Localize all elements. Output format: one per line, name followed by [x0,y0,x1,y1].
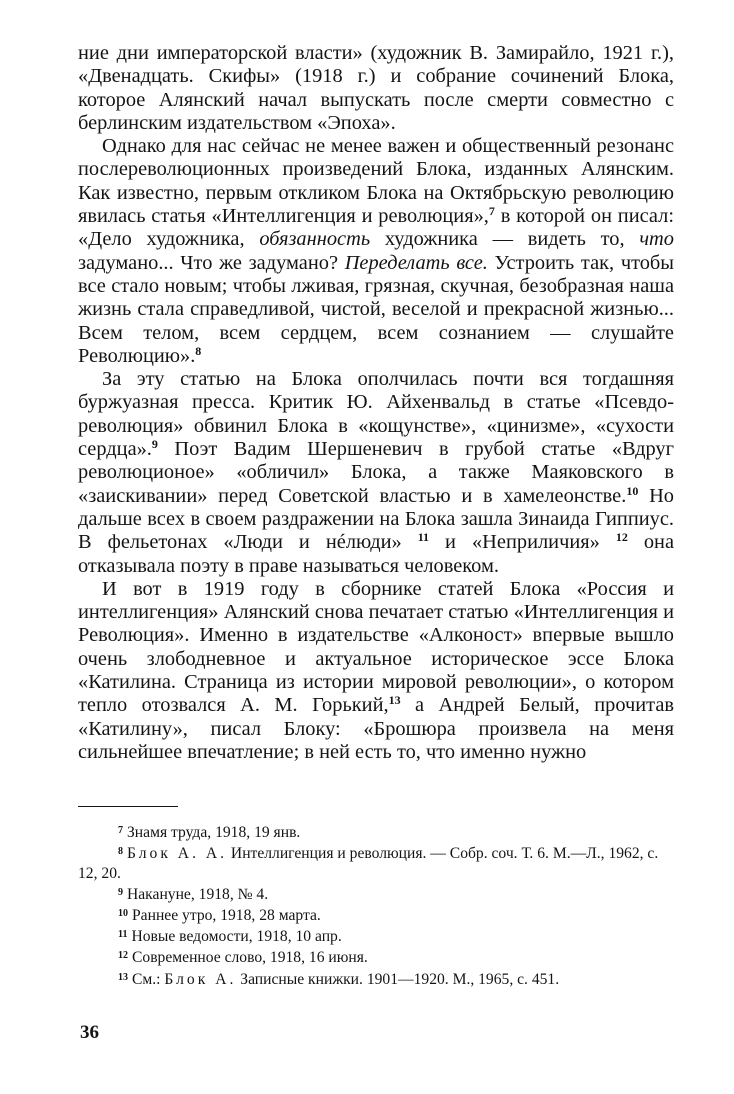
footnote-ref[interactable]: 8 [195,343,202,358]
footnote-11 [78,925,674,946]
paragraph-3 [78,368,674,578]
footnote-number: 13 [118,971,128,983]
page-number: 36 [80,1022,99,1043]
paragraph-2 [78,135,674,368]
footnote-9 [78,883,674,904]
footnote-ref[interactable]: 12 [615,530,628,545]
paragraph-text: задумано... Что же задумано? [78,251,345,274]
paragraph-text: она отказывала поэту в праве называться человеком. [78,531,675,577]
footnotes [78,821,674,989]
paragraph-text: и «Неприличия» [429,531,616,554]
paragraph-text: а Андрей Белый, прочитав «Катилину», писал Блоку: «Брошюра произвела на меня сильнейшее впечатление; в ней есть то, что именно нужно [78,694,674,763]
footnote-ref[interactable]: 13 [388,693,401,708]
footnote-13 [78,968,674,989]
footnote-number: 7 [118,825,123,837]
footnote-10 [78,904,674,925]
paragraph-text: За эту статью на Блока ополчилась почти вся тогдашняя буржуазная пресса. Критик Ю. Айхенвальд в статье «Псевдо-революция» обвинил Блока в «кощунстве», «цинизме», «сухости сердца». [78,368,674,461]
footnote-text: Записные книжки. 1901—1920. М., 1965, с. 451. [236,970,560,988]
main-text [78,42,674,764]
italic-text: обязанность [259,228,371,251]
footnote-ref[interactable]: 11 [417,530,430,545]
paragraph-text: И вот в 1919 году в сборнике статей Блока «Россия и интеллигенция» Алянский снова печатает статью «Интеллигенция и Революция». Именно в издательстве «Алконост» впервые вышло очень злободневное и актуальное историческое эссе Блока «Катилина. Страница из истории мировой революции», о котором тепло отозвался А. М. Горький, [78,577,674,717]
footnote-ref[interactable]: 10 [626,483,639,498]
footnote-text: Интеллигенция и революция. — Собр. соч. Т. 6. М.—Л., 1962, с. 12, 20. [78,845,659,882]
footnote-7 [78,821,674,842]
footnote-author: Блок А. А. [127,845,228,863]
footnote-prefix: См.: [132,970,165,988]
paragraph-text: ние дни императорской власти» (художник В. Замирайло, 1921 г.), «Двенадцать. Скифы» (1918 г.) и собрание сочинений Блока, которое Алянский начал выпускать после смерти совместно с берлинским издательством «Эпоха». [78,42,674,134]
footnote-number: 10 [118,908,128,920]
footnote-12 [78,946,674,967]
footnote-ref[interactable]: 9 [151,437,158,452]
paragraph-text: Устроить так, чтобы все стало новым; чтобы лживая, грязная, скучная, безобразная наша жизнь стала справедливой, чистой, веселой и прекрасной жизнью... Всем телом, всем сердцем, всем сознанием — слушайте Революцию». [78,251,674,367]
paragraph-4 [78,578,674,764]
footnote-divider [78,806,178,807]
paragraph-text: Но дальше всех в своем раздражении на Блока зашла Зинаида Гиппиус. В фельетонах «Люди и нéлюди» [78,484,674,554]
paragraph-text: Поэт Вадим Шершеневич в грубой статье «Вдруг революционое» «обличил» Блока, а также Маяковского в «заискивании» перед Советской властью и в хамелеонстве. [78,438,674,507]
footnote-number: 8 [118,846,123,858]
paragraph-text: художника — видеть то, [370,228,640,251]
footnote-number: 9 [118,886,123,898]
footnote-text: Накануне, 1918, № 4. [127,885,269,903]
footnote-text: Новые ведомости, 1918, 10 апр. [131,928,342,946]
footnote-number: 11 [118,929,128,941]
footnote-text: Знамя труда, 1918, 19 янв. [127,824,301,842]
footnote-ref[interactable]: 7 [488,204,495,219]
paragraph-1 [78,42,674,135]
footnote-text: Раннее утро, 1918, 28 марта. [132,907,321,925]
italic-text: что [639,228,674,251]
footnote-author: Блок А. [164,970,237,988]
footnote-number: 12 [118,950,128,962]
paragraph-text: Однако для нас сейчас не менее важен и общественный резонанс послереволюционных произведений Блока, изданных Алянским. Как известно, первым откликом Блока на Октябрьскую революцию явилась статья «Интеллигенция и революция», [78,135,674,228]
footnote-8 [78,842,674,882]
italic-text: Переделать все. [344,251,488,274]
paragraph-text: в которой он писал: «Дело художника, [78,205,674,251]
footnote-text: Современное слово, 1918, 16 июня. [132,949,368,967]
